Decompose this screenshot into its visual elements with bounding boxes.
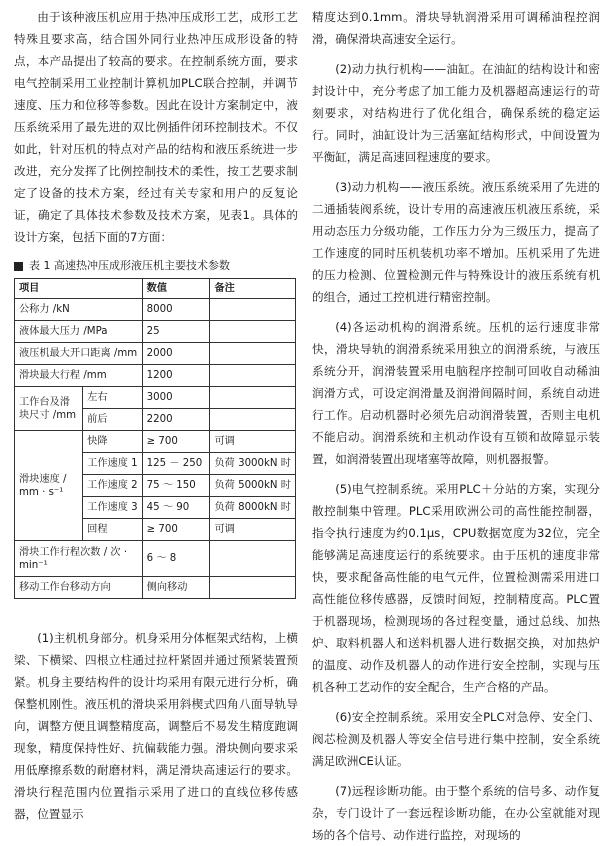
cell-value: ≥ 700 bbox=[142, 519, 210, 541]
cell-item: 液压机最大开口距离 /mm bbox=[15, 343, 143, 365]
paragraph-main-frame: (1)主机机身部分。机身采用分体框架式结构，上横梁、下横梁、四根立柱通过拉杆紧固并通过预紧装置预紧。机身主要结构件的设计均采用有限元进行分析，确保整机刚性。液压机的滑块采用斜楔式四角八面导轨导向，调整方便且调整精度高，调整后不易发生精度跑调现象，精度保持性好、抗偏载能力强。滑块侧向要求采用低摩擦系数的耐磨材料，满足滑块高速运行的要求。滑块行程范围内位置指示采用了进口的直线位移传感器，位置显示 bbox=[14, 631, 298, 821]
cell-note: 可调 bbox=[210, 519, 296, 541]
paragraph-hydraulic: (3)动力机构——液压系统。液压系统采用了先进的二通插装阀系统，设计专用的高速液压机液压系统，采用动态压力分级功能，工作压力分为三级压力，提高了工作速度的同时压机装机功率不增加。压机采用了先进的压力检测、位置检测元件与特殊设计的液压系统有机的组合，通过工控机进行精密控制。 bbox=[312, 180, 600, 304]
table-row bbox=[15, 365, 296, 387]
intro-paragraph: 由于该种液压机应用于热冲压成形工艺，成形工艺特殊且要求高，结合国外同行业热冲压成形设备的特点，本产品提出了较高的要求。在控制系统方面，要求电气控制采用工业控制计算机加PLC联合控制，并调节速度、压力和位移等参数。因此在设计方案制定中，液压系统采用了最先进的双比例插件闭环控制技术。不仅如此，针对压机的特点对产品的结构和液压系统进一步改进，充分发挥了比例控制技术的柔性，按工艺要求制定了设备的技术方案，经过有关专家和用户的反复论证，确定了具体技术参数及技术方案，见表1。具体的设计方案，包括下面的7方面： bbox=[14, 10, 298, 244]
cell-item: 工作台及滑块尺寸 /mm bbox=[15, 387, 83, 431]
cell-value: 2000 bbox=[142, 343, 210, 365]
cell-note bbox=[210, 541, 296, 577]
cell-item: 移动工作台移动方向 bbox=[15, 577, 143, 599]
paragraph-cylinder: (2)动力执行机构——油缸。在油缸的结构设计和密封设计中，充分考虑了加工能力及机器超高速运行的苛刻要求，对结构进行了优化组合，确保系统的稳定运行。同时，油缸设计为三活塞缸结构形式，中间设置为平衡缸，满足高速回程速度的要求。 bbox=[312, 62, 600, 164]
paragraph-remote-diagnosis: (7)远程诊断功能。由于整个系统的信号多、动作复杂，专门设计了一套远程诊断功能，在办公室就能对现场的各个信号、动作进行监控，对现场的 bbox=[312, 784, 600, 842]
cell-note: 负荷 8000kN 时 bbox=[210, 497, 296, 519]
cell-value: 6 ～ 8 bbox=[142, 541, 210, 577]
cell-item: 公称力 /kN bbox=[15, 299, 143, 321]
cell-note bbox=[210, 387, 296, 409]
cell-subitem: 工作速度 2 bbox=[83, 475, 142, 497]
paragraph-continued: 精度达到0.1mm。滑块导轨润滑采用可调稀油程控润滑，确保滑块高速安全运行。 bbox=[312, 10, 600, 46]
cell-value: 2200 bbox=[142, 409, 210, 431]
cell-item: 滑块最大行程 /mm bbox=[15, 365, 143, 387]
table-caption bbox=[14, 258, 298, 274]
table-row bbox=[15, 387, 296, 409]
cell-note bbox=[210, 299, 296, 321]
cell-value: 75 ～ 150 bbox=[142, 475, 210, 497]
cell-item: 滑块工作行程次数 / 次 · min⁻¹ bbox=[15, 541, 143, 577]
table-row bbox=[15, 577, 296, 599]
cell-note bbox=[210, 409, 296, 431]
cell-item: 滑块速度 / mm · s⁻¹ bbox=[15, 431, 83, 541]
cell-note: 负荷 3000kN 时 bbox=[210, 453, 296, 475]
cell-note: 负荷 5000kN 时 bbox=[210, 475, 296, 497]
cell-subitem: 左右 bbox=[83, 387, 142, 409]
caption-square-icon bbox=[14, 262, 23, 271]
cell-value: 25 bbox=[142, 321, 210, 343]
cell-subitem: 前后 bbox=[83, 409, 142, 431]
table-row bbox=[15, 541, 296, 577]
paragraph-electrical: (5)电气控制系统。采用PLC＋分站的方案，实现分散控制集中管理。PLC采用欧洲公司的高性能控制器，指令执行速度为约0.1μs，CPU数据宽度为32位，完全能够满足高速度运行的系统要求。由于压机的速度非常快，要求配备高性能的电气元件，位置检测需采用进口高性能位移传感器，反馈时间短，控制精度高。PLC置于机器现场，检测现场的各过程变量，通过总线、加热炉、取料机器人和送料机器人进行数据交换，对加热炉的温度、动作及机器人的动作进行安全控制，实现与压机各种工艺动作的安全配合，生产合格的产品。 bbox=[312, 482, 600, 694]
header-item: 项目 bbox=[15, 279, 143, 299]
table-caption-text: 表 1 高速热冲压成形液压机主要技术参数 bbox=[29, 259, 230, 272]
cell-value: 45 ～ 90 bbox=[142, 497, 210, 519]
cell-value: 125 － 250 bbox=[142, 453, 210, 475]
cell-note bbox=[210, 365, 296, 387]
cell-note bbox=[210, 577, 296, 599]
cell-subitem: 工作速度 3 bbox=[83, 497, 142, 519]
cell-item: 液体最大压力 /MPa bbox=[15, 321, 143, 343]
cell-subitem: 快降 bbox=[83, 431, 142, 453]
paragraph-lubrication: (4)各运动机构的润滑系统。压机的运行速度非常快，滑块导轨的润滑系统采用独立的润滑系统，与液压系统分开，润滑装置采用电脑程序控制可回收自动稀油润滑方式，可设定润滑量及润滑间隔时间，系统自动进行工作。启动机器时必须先启动润滑装置，否则主电机不能启动。润滑系统和主机动作设有互锁和故障显示装置，如润滑装置出现堵塞等故障，则机器报警。 bbox=[312, 320, 600, 466]
cell-subitem: 工作速度 1 bbox=[83, 453, 142, 475]
cell-value: 3000 bbox=[142, 387, 210, 409]
header-note: 备注 bbox=[210, 279, 296, 299]
cell-note bbox=[210, 321, 296, 343]
table-row bbox=[15, 299, 296, 321]
cell-value: 8000 bbox=[142, 299, 210, 321]
right-column bbox=[312, 6, 600, 846]
left-column bbox=[14, 6, 298, 825]
header-value: 数值 bbox=[142, 279, 210, 299]
cell-subitem: 回程 bbox=[83, 519, 142, 541]
cell-note: 可调 bbox=[210, 431, 296, 453]
parameter-table bbox=[14, 278, 296, 599]
cell-value: ≥ 700 bbox=[142, 431, 210, 453]
table-row bbox=[15, 343, 296, 365]
table-header-row bbox=[15, 279, 296, 299]
table-row bbox=[15, 321, 296, 343]
table-row bbox=[15, 431, 296, 453]
cell-note bbox=[210, 343, 296, 365]
cell-value: 1200 bbox=[142, 365, 210, 387]
paragraph-safety: (6)安全控制系统。采用安全PLC对急停、安全门、阀芯检测及机器人等安全信号进行集中控制，安全系统满足欧洲CE认证。 bbox=[312, 710, 600, 768]
cell-value: 侧向移动 bbox=[142, 577, 210, 599]
